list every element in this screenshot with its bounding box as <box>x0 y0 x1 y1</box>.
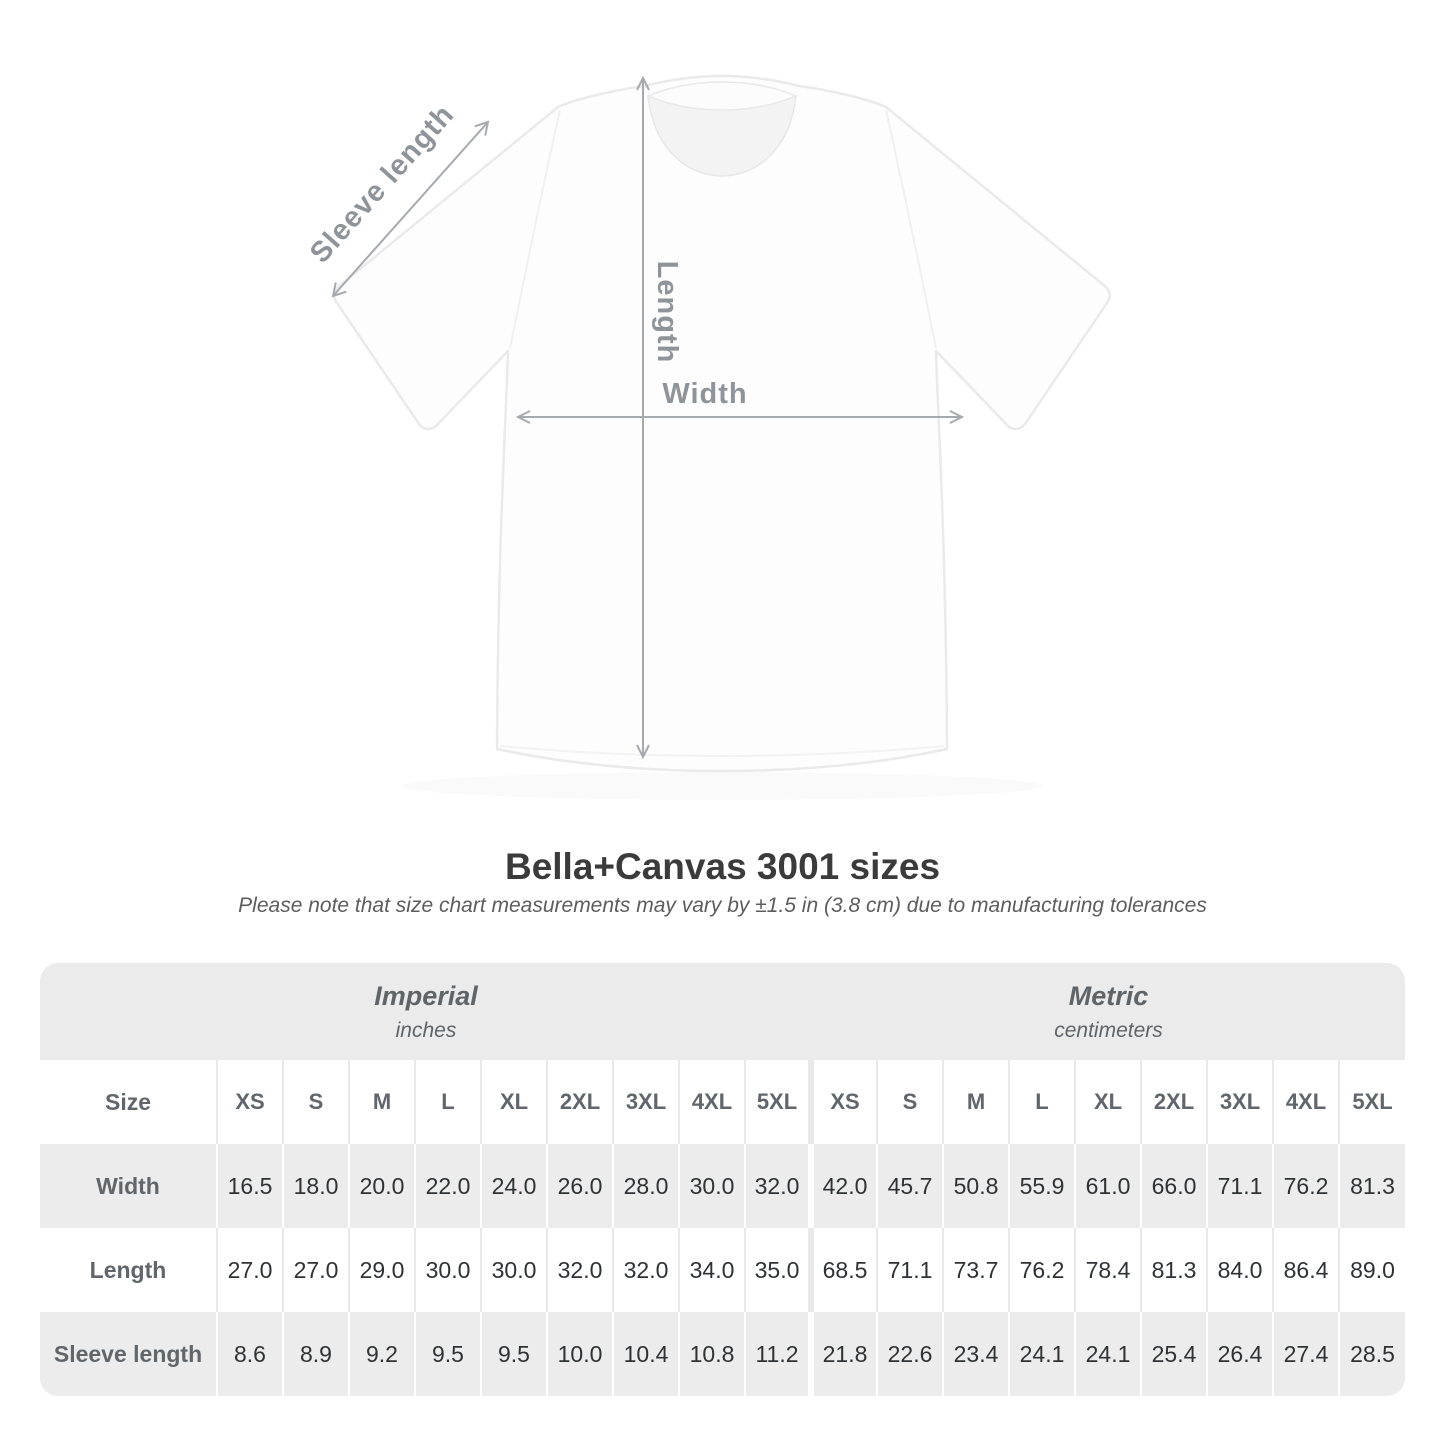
size-header-label: Size <box>104 1088 152 1115</box>
width-label: Width <box>662 378 748 410</box>
measure-length-cell: 89.0 <box>1339 1228 1405 1312</box>
measure-length-cell: 68.5 <box>811 1228 877 1312</box>
measure-length-cell: 73.7 <box>943 1228 1009 1312</box>
size-header-cell: M <box>943 1060 1009 1144</box>
measure-sleeve-length-cell: 9.2 <box>349 1312 415 1396</box>
measure-width-cell: 76.2 <box>1273 1144 1339 1228</box>
measure-length-cell: 34.0 <box>679 1228 745 1312</box>
size-header-row <box>40 1060 1405 1144</box>
tolerance-note: Please note that size chart measurements may vary by ±1.5 in (3.8 cm) due to manufacturing tolerances <box>238 894 1207 917</box>
measure-length-cell: 76.2 <box>1009 1228 1075 1312</box>
length-label: Length <box>651 260 683 364</box>
size-header-cell: S <box>283 1060 349 1144</box>
measure-width-cell: 50.8 <box>943 1144 1009 1228</box>
size-header-cell: L <box>415 1060 481 1144</box>
measure-length-cell: 27.0 <box>283 1228 349 1312</box>
tshirt-graphic <box>334 76 1110 771</box>
measure-length-cell: 71.1 <box>877 1228 943 1312</box>
measure-width-cell: 42.0 <box>811 1144 877 1228</box>
imperial-header <box>40 963 812 1060</box>
measure-length-cell: 30.0 <box>415 1228 481 1312</box>
size-header-cell: 3XL <box>613 1060 679 1144</box>
measure-width-cell: 28.0 <box>613 1144 679 1228</box>
size-header-cell: XS <box>217 1060 283 1144</box>
measure-length-cell: 29.0 <box>349 1228 415 1312</box>
size-header-cell: M <box>349 1060 415 1144</box>
size-header-cell: 3XL <box>1207 1060 1273 1144</box>
imperial-title: Imperial <box>374 980 478 1011</box>
measure-width-cell: 24.0 <box>481 1144 547 1228</box>
page-title: Bella+Canvas 3001 sizes <box>504 846 941 887</box>
measure-sleeve-length-cell: 28.5 <box>1339 1312 1405 1396</box>
measure-length-cell: 35.0 <box>745 1228 811 1312</box>
measure-sleeve-length-cell: 10.4 <box>613 1312 679 1396</box>
measure-sleeve-length-cell: 8.6 <box>217 1312 283 1396</box>
size-header-cell: XL <box>481 1060 547 1144</box>
sleeve-length-label: Sleeve length <box>303 98 461 270</box>
measure-length-cell: 32.0 <box>613 1228 679 1312</box>
measure-length-cell: 32.0 <box>547 1228 613 1312</box>
size-header-cell: XL <box>1075 1060 1141 1144</box>
measure-width-cell: 61.0 <box>1075 1144 1141 1228</box>
metric-unit: centimeters <box>1054 1018 1163 1042</box>
measure-length-cell: 84.0 <box>1207 1228 1273 1312</box>
metric-header <box>812 963 1405 1060</box>
measure-sleeve-length-cell: 25.4 <box>1141 1312 1207 1396</box>
size-header-cell: XS <box>811 1060 877 1144</box>
measure-sleeve-length-cell: 23.4 <box>943 1312 1009 1396</box>
measure-width-cell: 45.7 <box>877 1144 943 1228</box>
measure-sleeve-length-cell: 27.4 <box>1273 1312 1339 1396</box>
size-header-cell: 4XL <box>679 1060 745 1144</box>
imperial-unit: inches <box>395 1018 457 1042</box>
measure-width-cell: 55.9 <box>1009 1144 1075 1228</box>
measure-sleeve-length-cell: 10.8 <box>679 1312 745 1396</box>
measure-width-cell: 30.0 <box>679 1144 745 1228</box>
measure-length-cell: 78.4 <box>1075 1228 1141 1312</box>
measure-width-cell: 18.0 <box>283 1144 349 1228</box>
measure-length-cell: 81.3 <box>1141 1228 1207 1312</box>
measure-sleeve-length-cell: 22.6 <box>877 1312 943 1396</box>
size-header-cell: 2XL <box>547 1060 613 1144</box>
measure-sleeve-length-cell: 24.1 <box>1075 1312 1141 1396</box>
measure-length-cell: 86.4 <box>1273 1228 1339 1312</box>
measure-length-label: Length <box>89 1256 167 1283</box>
measure-width-cell: 26.0 <box>547 1144 613 1228</box>
measure-sleeve-length-cell: 9.5 <box>415 1312 481 1396</box>
measure-length-cell: 30.0 <box>481 1228 547 1312</box>
measure-sleeve-length-cell: 8.9 <box>283 1312 349 1396</box>
measure-sleeve-length-label: Sleeve length <box>40 1312 217 1396</box>
size-chart <box>40 963 1405 1396</box>
measure-sleeve-length-cell: 11.2 <box>745 1312 811 1396</box>
size-header-cell: S <box>877 1060 943 1144</box>
measure-width-cell: 16.5 <box>217 1144 283 1228</box>
size-chart-table <box>40 1060 1405 1396</box>
size-header-cell: 4XL <box>1273 1060 1339 1144</box>
measure-sleeve-length-row <box>40 1312 1405 1396</box>
measure-width-cell: 22.0 <box>415 1144 481 1228</box>
measure-width-cell: 71.1 <box>1207 1144 1273 1228</box>
metric-title: Metric <box>1068 980 1149 1011</box>
size-header-cell: 5XL <box>745 1060 811 1144</box>
measure-sleeve-length-cell: 21.8 <box>811 1312 877 1396</box>
size-header-cell: 5XL <box>1339 1060 1405 1144</box>
measure-width-cell: 81.3 <box>1339 1144 1405 1228</box>
size-header-cell: L <box>1009 1060 1075 1144</box>
measure-sleeve-length-cell: 26.4 <box>1207 1312 1273 1396</box>
measure-width-label: Width <box>40 1144 217 1228</box>
tshirt-shadow <box>402 772 1042 800</box>
measure-width-row <box>40 1144 1405 1228</box>
measure-width-cell: 66.0 <box>1141 1144 1207 1228</box>
measure-sleeve-length-cell: 24.1 <box>1009 1312 1075 1396</box>
measure-sleeve-length-cell: 9.5 <box>481 1312 547 1396</box>
measure-length-row <box>40 1228 1405 1312</box>
size-table-body <box>40 1060 1405 1396</box>
measure-length-cell: 27.0 <box>217 1228 283 1312</box>
unit-header-band <box>40 963 1405 1060</box>
size-header-cell: 2XL <box>1141 1060 1207 1144</box>
measure-width-cell: 20.0 <box>349 1144 415 1228</box>
measure-sleeve-length-cell: 10.0 <box>547 1312 613 1396</box>
measure-width-cell: 32.0 <box>745 1144 811 1228</box>
